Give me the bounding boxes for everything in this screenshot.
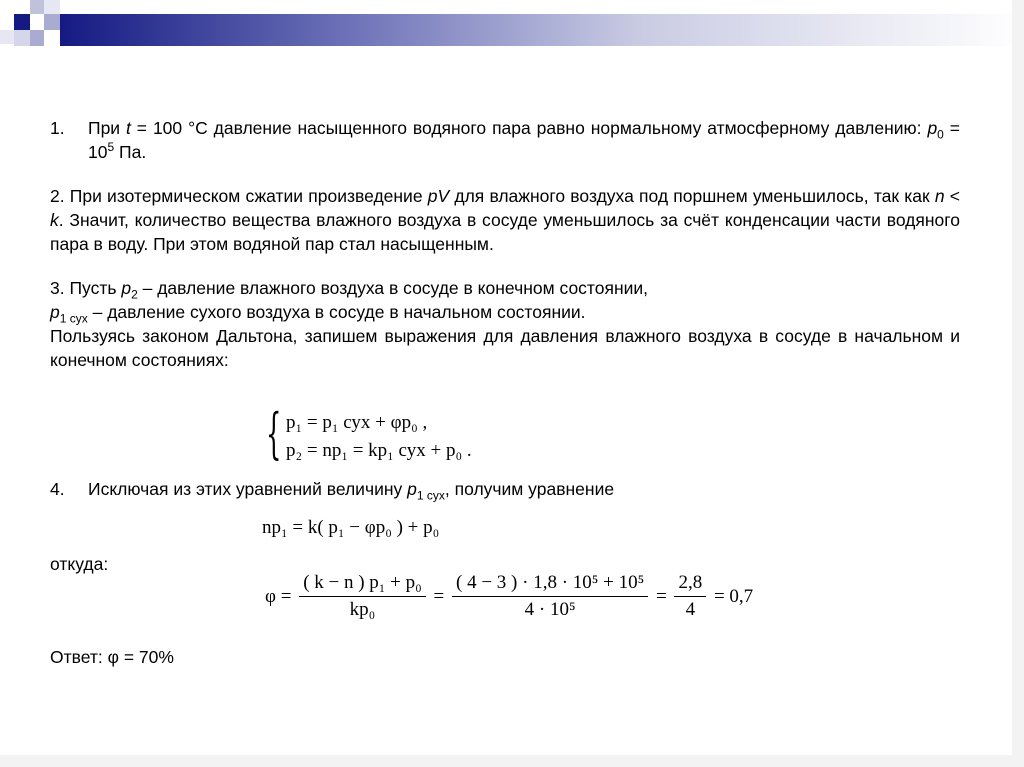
numerator: ( k − n ) p₁ + p₀ — [299, 572, 426, 597]
var: pV — [427, 186, 450, 206]
var: p — [50, 302, 60, 322]
var: p — [407, 479, 417, 499]
text: – давление сухого воздуха в сосуде в начальном состоянии. — [87, 302, 586, 322]
var: t — [126, 118, 131, 138]
denominator: kp₀ — [349, 599, 376, 620]
header-square — [30, 30, 44, 46]
item-3 — [50, 276, 960, 324]
text: При — [88, 118, 127, 138]
text: – давление влажного воздуха в сосуде в конечном состоянии, — [137, 278, 649, 298]
text: 2. При изотермическом сжатии произведение — [50, 186, 428, 206]
numerator: 2,8 — [674, 572, 706, 597]
equation-line-1: p₁ = p₁ сух + φp₀ , — [286, 412, 428, 433]
brace: { — [266, 402, 282, 465]
header-square — [44, 14, 60, 30]
var: p — [121, 278, 132, 298]
denominator: 4 · 10⁵ — [524, 599, 576, 620]
item-text — [88, 479, 615, 503]
item-1 — [50, 116, 960, 164]
text: . Значит, количество вещества влажного воздуха в сосуде уменьшилось за счёт конденсации части водяного пара в воду. При этом водяной пар стал насыщенным. — [50, 210, 960, 254]
header-square — [14, 14, 30, 30]
item-2 — [50, 184, 960, 256]
subscript: 1 сух — [59, 311, 88, 326]
superscript: 5 — [107, 140, 115, 155]
item-4 — [50, 479, 960, 503]
text: , получим уравнение — [444, 479, 615, 499]
var: n — [934, 186, 945, 206]
numerator: ( 4 − 3 ) · 1,8 · 10⁵ + 10⁵ — [452, 572, 648, 597]
equals: = — [433, 585, 445, 607]
fraction-1 — [299, 572, 426, 621]
slide-edge — [0, 755, 1024, 767]
fraction-3 — [674, 572, 706, 621]
header-gradient-bar — [60, 14, 1024, 46]
text: Исключая из этих уравнений величину — [88, 479, 408, 499]
subscript: 1 сух — [416, 488, 445, 503]
item-3-cont: Пользуясь законом Дальтона, запишем выражения для давления влажного воздуха в сосуде в начальном и конечном состояниях: — [50, 326, 960, 370]
equation-4 — [262, 572, 756, 632]
text: для влажного воздуха под поршнем уменьшилось, так как — [449, 186, 935, 206]
var: k — [50, 210, 59, 230]
header-square — [14, 30, 30, 46]
subscript: 2 — [131, 287, 138, 302]
header-square — [0, 30, 14, 44]
fraction-2 — [452, 572, 648, 621]
equals: = — [656, 585, 667, 607]
header-square — [30, 0, 44, 14]
equation-line-2: p₂ = np₁ = kp₁ сух + p₀ . — [286, 440, 472, 461]
subscript: 0 — [937, 127, 944, 142]
header-square — [44, 0, 60, 14]
answer: Ответ: φ = 70% — [50, 647, 174, 667]
text: < — [944, 186, 960, 206]
item-number: 1. — [50, 118, 65, 138]
eq-lhs: φ = — [265, 585, 292, 607]
item-text — [88, 116, 960, 164]
equation-3: np₁ = k( p₁ − φp₀ ) + p₀ — [262, 517, 440, 538]
var: p — [927, 118, 938, 138]
text: = 100 °С давление насыщенного водяного пара равно нормальному атмосферному давлению: — [130, 118, 928, 138]
text: Па. — [114, 142, 147, 162]
otkuda-label: откуда: — [50, 554, 109, 574]
text: 3. Пусть — [50, 278, 122, 298]
slide-content — [50, 116, 960, 372]
item-number: 4. — [50, 479, 65, 499]
result: = 0,7 — [713, 585, 754, 607]
text: = 10 — [88, 118, 961, 162]
denominator: 4 — [685, 599, 696, 620]
slide-edge — [1012, 0, 1024, 767]
